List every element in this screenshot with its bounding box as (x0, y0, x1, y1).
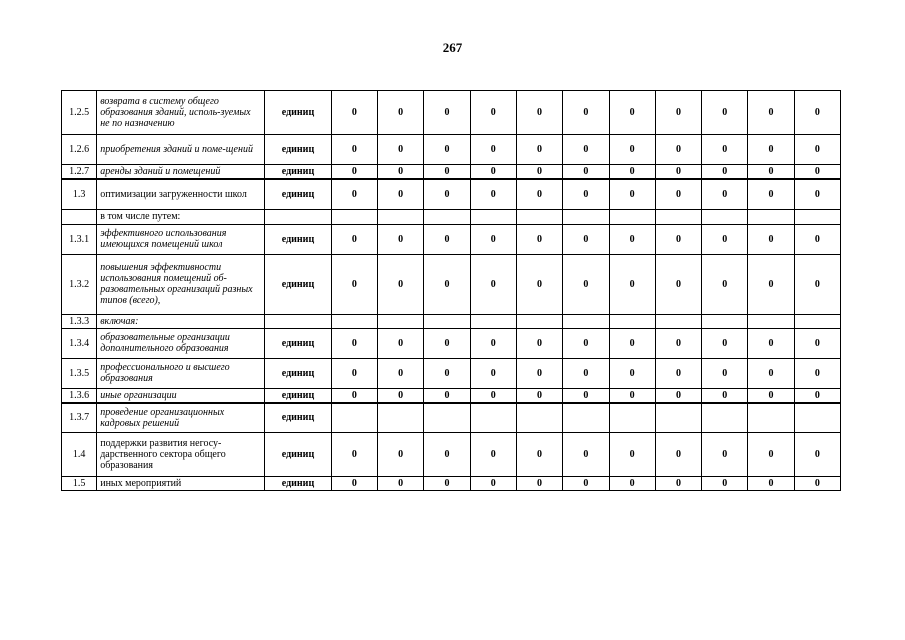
row-number: 1.2.5 (62, 91, 97, 135)
row-number: 1.4 (62, 433, 97, 477)
value-cell: 0 (609, 135, 655, 165)
value-cell (609, 403, 655, 433)
value-cell: 0 (378, 328, 424, 358)
value-cell (378, 314, 424, 328)
value-cell: 0 (331, 328, 377, 358)
value-cell: 0 (794, 328, 840, 358)
value-cell: 0 (331, 254, 377, 314)
value-cell: 0 (516, 135, 562, 165)
table-body (62, 91, 841, 491)
row-number: 1.3.2 (62, 254, 97, 314)
value-cell: 0 (748, 135, 794, 165)
page-number: 267 (442, 40, 463, 55)
value-cell (702, 314, 748, 328)
value-cell: 0 (794, 477, 840, 491)
value-cell (516, 403, 562, 433)
value-cell (655, 209, 701, 224)
value-cell (794, 403, 840, 433)
value-cell: 0 (563, 254, 609, 314)
value-cell (655, 314, 701, 328)
value-cell (331, 314, 377, 328)
value-cell: 0 (331, 224, 377, 254)
value-cell: 0 (563, 388, 609, 403)
value-cell: 0 (424, 388, 470, 403)
value-cell: 0 (655, 224, 701, 254)
value-cell: 0 (702, 135, 748, 165)
value-cell: 0 (609, 179, 655, 209)
value-cell: 0 (470, 91, 516, 135)
value-cell: 0 (516, 179, 562, 209)
row-number: 1.5 (62, 477, 97, 491)
value-cell: 0 (424, 91, 470, 135)
row-label: поддержки развития негосу-дарственного сектора общего образования (97, 433, 265, 477)
value-cell: 0 (794, 165, 840, 180)
value-cell: 0 (655, 135, 701, 165)
value-cell: 0 (748, 179, 794, 209)
row-number (62, 209, 97, 224)
value-cell: 0 (794, 135, 840, 165)
row-number: 1.3.5 (62, 358, 97, 388)
value-cell: 0 (563, 224, 609, 254)
value-cell: 0 (424, 328, 470, 358)
row-unit: единиц (265, 224, 331, 254)
value-cell: 0 (609, 328, 655, 358)
value-cell: 0 (424, 179, 470, 209)
value-cell: 0 (378, 358, 424, 388)
row-unit: единиц (265, 328, 331, 358)
value-cell: 0 (794, 358, 840, 388)
value-cell: 0 (378, 165, 424, 180)
row-label: эффективного использования имеющихся помещений школ (97, 224, 265, 254)
value-cell: 0 (470, 433, 516, 477)
row-unit: единиц (265, 358, 331, 388)
value-cell: 0 (331, 91, 377, 135)
value-cell: 0 (748, 358, 794, 388)
value-cell: 0 (794, 388, 840, 403)
row-unit: единиц (265, 433, 331, 477)
table-row (62, 209, 841, 224)
value-cell: 0 (609, 224, 655, 254)
row-number: 1.3.1 (62, 224, 97, 254)
table-row (62, 433, 841, 477)
table-row (62, 135, 841, 165)
value-cell: 0 (748, 328, 794, 358)
row-label: в том числе путем: (97, 209, 265, 224)
value-cell: 0 (702, 358, 748, 388)
value-cell (470, 209, 516, 224)
value-cell: 0 (516, 91, 562, 135)
value-cell (516, 209, 562, 224)
value-cell: 0 (702, 388, 748, 403)
value-cell: 0 (378, 179, 424, 209)
value-cell: 0 (655, 328, 701, 358)
value-cell: 0 (470, 135, 516, 165)
value-cell: 0 (794, 254, 840, 314)
value-cell (424, 209, 470, 224)
row-number: 1.2.7 (62, 165, 97, 180)
value-cell: 0 (378, 388, 424, 403)
value-cell: 0 (563, 328, 609, 358)
value-cell: 0 (331, 477, 377, 491)
row-unit (265, 209, 331, 224)
value-cell: 0 (655, 91, 701, 135)
value-cell: 0 (748, 433, 794, 477)
value-cell: 0 (470, 388, 516, 403)
table-row (62, 388, 841, 403)
row-label: образовательные организации дополнительного образования (97, 328, 265, 358)
table-row (62, 179, 841, 209)
value-cell: 0 (702, 91, 748, 135)
value-cell: 0 (470, 224, 516, 254)
value-cell: 0 (609, 433, 655, 477)
value-cell: 0 (378, 91, 424, 135)
value-cell: 0 (655, 179, 701, 209)
value-cell: 0 (702, 328, 748, 358)
value-cell (748, 209, 794, 224)
row-label: аренды зданий и помещений (97, 165, 265, 180)
value-cell (470, 314, 516, 328)
row-label: приобретения зданий и поме-щений (97, 135, 265, 165)
value-cell (378, 209, 424, 224)
value-cell: 0 (702, 477, 748, 491)
value-cell: 0 (794, 433, 840, 477)
value-cell (563, 314, 609, 328)
value-cell: 0 (563, 165, 609, 180)
value-cell: 0 (331, 433, 377, 477)
value-cell: 0 (516, 358, 562, 388)
value-cell: 0 (331, 135, 377, 165)
row-label: включая: (97, 314, 265, 328)
row-number: 1.3.6 (62, 388, 97, 403)
row-unit: единиц (265, 477, 331, 491)
row-number: 1.3.7 (62, 403, 97, 433)
value-cell: 0 (655, 477, 701, 491)
table-row (62, 254, 841, 314)
value-cell (748, 314, 794, 328)
value-cell: 0 (563, 135, 609, 165)
value-cell: 0 (563, 433, 609, 477)
value-cell: 0 (563, 91, 609, 135)
value-cell (748, 403, 794, 433)
value-cell: 0 (655, 165, 701, 180)
table-row (62, 328, 841, 358)
value-cell: 0 (516, 165, 562, 180)
value-cell: 0 (470, 358, 516, 388)
value-cell: 0 (563, 477, 609, 491)
value-cell: 0 (424, 358, 470, 388)
row-number: 1.3 (62, 179, 97, 209)
data-table (61, 90, 841, 491)
value-cell: 0 (516, 328, 562, 358)
value-cell: 0 (516, 388, 562, 403)
row-number: 1.3.4 (62, 328, 97, 358)
value-cell: 0 (655, 254, 701, 314)
value-cell: 0 (748, 254, 794, 314)
value-cell (609, 314, 655, 328)
value-cell (563, 403, 609, 433)
value-cell: 0 (702, 224, 748, 254)
value-cell: 0 (655, 388, 701, 403)
value-cell: 0 (563, 358, 609, 388)
value-cell (424, 403, 470, 433)
value-cell: 0 (470, 179, 516, 209)
table-row (62, 477, 841, 491)
row-unit (265, 314, 331, 328)
value-cell: 0 (702, 254, 748, 314)
value-cell (331, 403, 377, 433)
value-cell: 0 (424, 224, 470, 254)
row-unit: единиц (265, 254, 331, 314)
value-cell (563, 209, 609, 224)
value-cell: 0 (424, 477, 470, 491)
row-number: 1.3.3 (62, 314, 97, 328)
value-cell: 0 (378, 254, 424, 314)
value-cell: 0 (331, 388, 377, 403)
table-row (62, 224, 841, 254)
value-cell: 0 (794, 179, 840, 209)
value-cell: 0 (378, 477, 424, 491)
value-cell: 0 (748, 91, 794, 135)
table-row (62, 314, 841, 328)
value-cell: 0 (609, 165, 655, 180)
value-cell: 0 (516, 433, 562, 477)
table-row (62, 91, 841, 135)
value-cell (655, 403, 701, 433)
value-cell: 0 (748, 388, 794, 403)
value-cell: 0 (609, 254, 655, 314)
value-cell: 0 (748, 224, 794, 254)
row-label: профессионального и высшего образования (97, 358, 265, 388)
value-cell: 0 (516, 254, 562, 314)
row-label: проведение организационных кадровых решений (97, 403, 265, 433)
value-cell (794, 209, 840, 224)
value-cell: 0 (609, 358, 655, 388)
table-row (62, 358, 841, 388)
value-cell: 0 (331, 179, 377, 209)
value-cell: 0 (609, 91, 655, 135)
value-cell: 0 (424, 433, 470, 477)
value-cell: 0 (470, 328, 516, 358)
row-label: иных мероприятий (97, 477, 265, 491)
value-cell (702, 403, 748, 433)
table-row (62, 165, 841, 180)
value-cell (702, 209, 748, 224)
value-cell: 0 (655, 433, 701, 477)
value-cell: 0 (470, 165, 516, 180)
row-label: повышения эффективности использования помещений об-разовательных организаций разных типов (всего), (97, 254, 265, 314)
value-cell: 0 (748, 477, 794, 491)
value-cell (378, 403, 424, 433)
row-unit: единиц (265, 91, 331, 135)
value-cell (331, 209, 377, 224)
value-cell: 0 (378, 224, 424, 254)
value-cell (794, 314, 840, 328)
value-cell: 0 (748, 165, 794, 180)
value-cell: 0 (424, 254, 470, 314)
value-cell (516, 314, 562, 328)
value-cell: 0 (424, 135, 470, 165)
row-label: оптимизации загруженности школ (97, 179, 265, 209)
value-cell: 0 (331, 358, 377, 388)
value-cell: 0 (609, 388, 655, 403)
value-cell: 0 (702, 179, 748, 209)
value-cell: 0 (470, 254, 516, 314)
value-cell: 0 (563, 179, 609, 209)
row-unit: единиц (265, 403, 331, 433)
row-unit: единиц (265, 135, 331, 165)
value-cell: 0 (378, 135, 424, 165)
value-cell (424, 314, 470, 328)
row-unit: единиц (265, 388, 331, 403)
row-label: возврата в систему общего образования зданий, исполь-зуемых не по назначению (97, 91, 265, 135)
value-cell: 0 (378, 433, 424, 477)
value-cell (609, 209, 655, 224)
value-cell: 0 (794, 224, 840, 254)
value-cell: 0 (794, 91, 840, 135)
value-cell: 0 (702, 433, 748, 477)
row-unit: единиц (265, 179, 331, 209)
value-cell: 0 (655, 358, 701, 388)
value-cell: 0 (424, 165, 470, 180)
value-cell: 0 (331, 165, 377, 180)
value-cell (470, 403, 516, 433)
row-label: иные организации (97, 388, 265, 403)
value-cell: 0 (702, 165, 748, 180)
value-cell: 0 (516, 224, 562, 254)
row-unit: единиц (265, 165, 331, 180)
table-row (62, 403, 841, 433)
value-cell: 0 (516, 477, 562, 491)
row-number: 1.2.6 (62, 135, 97, 165)
value-cell: 0 (470, 477, 516, 491)
value-cell: 0 (609, 477, 655, 491)
